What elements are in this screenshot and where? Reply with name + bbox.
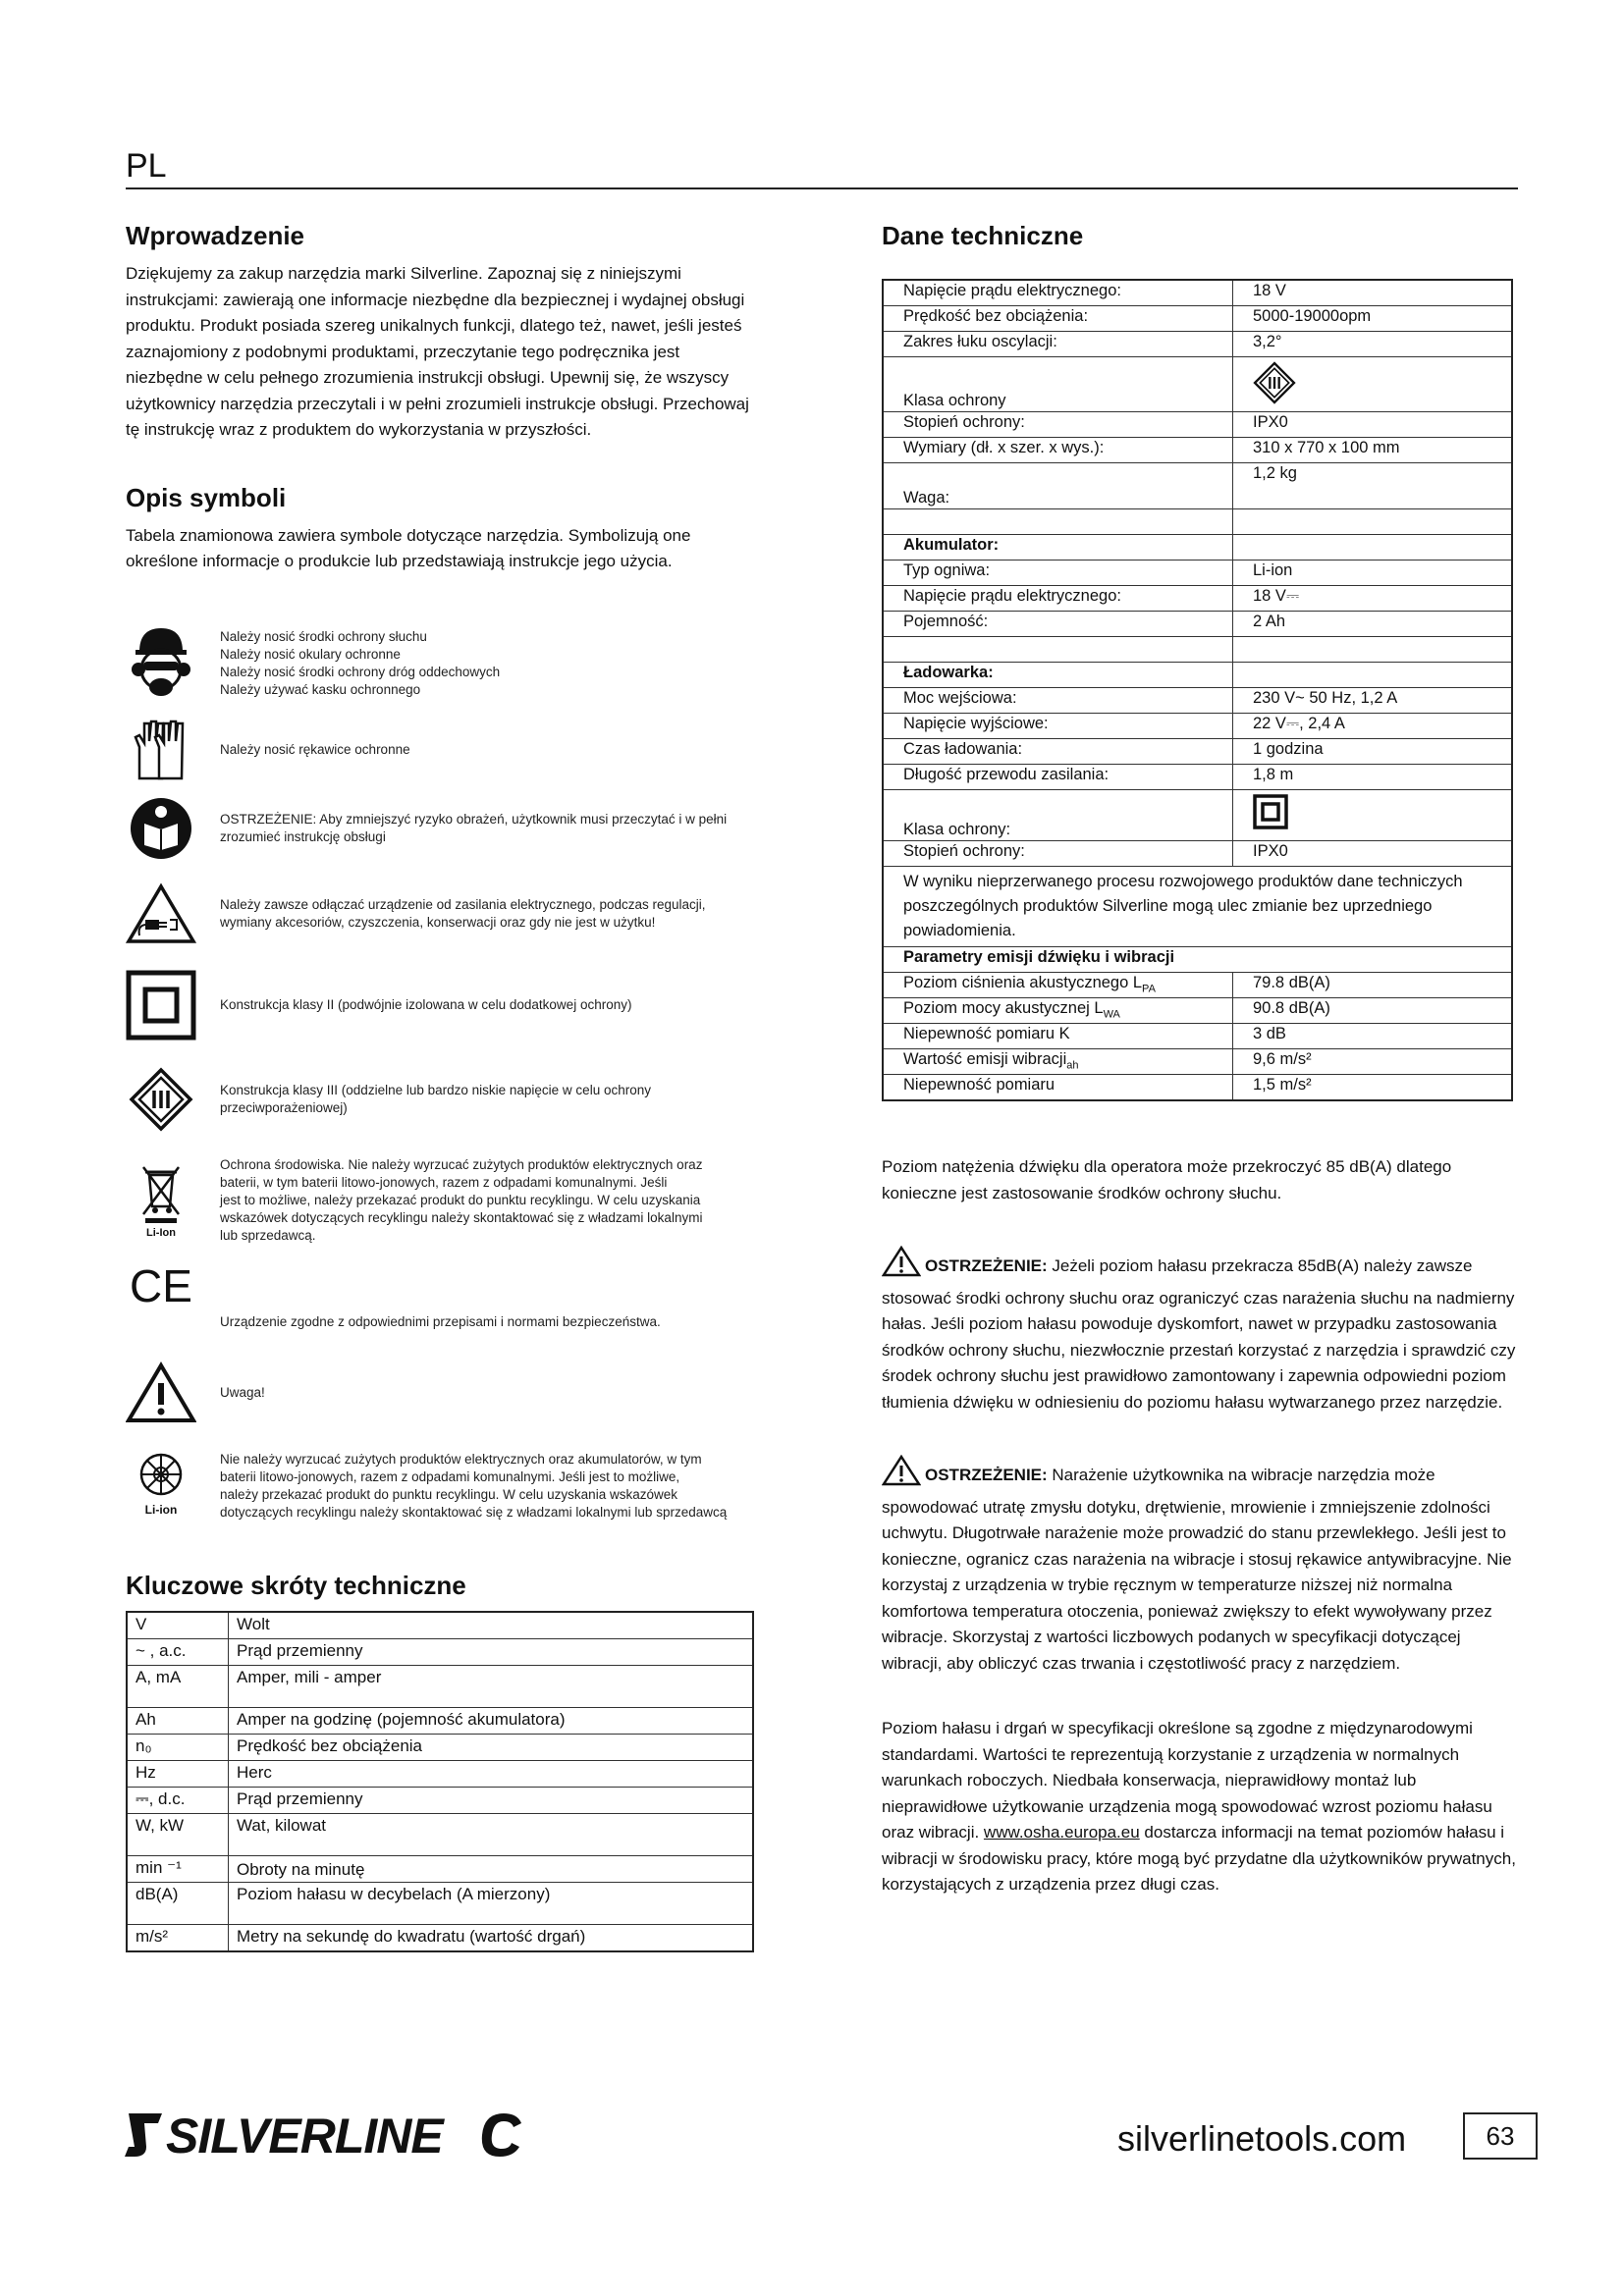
- emission-title-row: [883, 947, 1512, 973]
- symbol-text-line: lub sprzedawcą.: [220, 1227, 316, 1243]
- symbol-item: [126, 1349, 754, 1437]
- abbr-row: [127, 1612, 753, 1639]
- emission-label-text: Poziom ciśnienia akustycznego L: [903, 974, 1143, 991]
- spec-value: IPX0: [1233, 412, 1513, 438]
- emission-value: 79.8 dB(A): [1233, 973, 1513, 998]
- spec-label: Ładowarka:: [883, 663, 1233, 688]
- emission-label-text: Poziom mocy akustycznej L: [903, 999, 1104, 1017]
- class-ii-icon: [1253, 794, 1288, 829]
- battery-recycle-icon: [126, 1451, 196, 1522]
- spec-value: 2 Ah: [1233, 612, 1513, 637]
- warning-text: Narażenie użytkownika na wibracje narzędzia może spowodować utratę zmysłu dotyku, drętwienie, mrowienie i zmniejszenie zdolności uchwytu. Długotrwałe narażenie może prowadzić do stanu przewlekłego. Jeśli jest to konieczne, ogranicz czas narażenia na wibracje i stosuj rękawice antywibracyjne. Nie korzystaj z urządzenia w trybie ręcznym w temperaturze niższej niż normalna komfortowa temperatura otoczenia, ponieważ zwiększy to efekt wywoływany przez wibracje. Skorzystaj z wartości liczbowych podanych w specyfikacji dotyczącej wibracji, aby obliczyć czas trwania i częstotliwość pracy z narzędziem.: [882, 1466, 1512, 1673]
- symbols-text: Tabela znamionowa zawiera symbole dotyczące narzędzia. Symbolizują one określone informacje o produkcie lub przedstawiają instrukcje jego użycia.: [126, 525, 691, 570]
- symbol-text-line: Ochrona środowiska. Nie należy wyrzucać zużytych produktów elektrycznych oraz: [220, 1156, 703, 1172]
- warning-triangle-icon: [126, 1362, 196, 1424]
- spec-value: [1233, 357, 1513, 412]
- silverline-logo: [123, 2104, 535, 2171]
- spec-row: [883, 790, 1512, 841]
- symbol-item: [126, 870, 754, 958]
- intro-title: Wprowadzenie: [126, 221, 305, 250]
- abbr-meaning: Wolt: [229, 1612, 754, 1639]
- abbr-symbol: m/s²: [127, 1924, 229, 1951]
- spec-label: Napięcie prądu elektrycznego:: [883, 280, 1233, 306]
- emission-subscript: PA: [1142, 983, 1156, 995]
- emission-subscript: WA: [1103, 1008, 1120, 1021]
- spec-label: Klasa ochrony: [883, 357, 1233, 412]
- abbr-meaning: Metry na sekundę do kwadratu (wartość drgań): [229, 1924, 754, 1951]
- liion-label: Li-ion: [144, 1502, 178, 1517]
- unplug-warning-icon: [126, 882, 196, 945]
- symbol-text-line: Urządzenie zgodne z odpowiednimi przepisami i normami bezpieczeństwa.: [220, 1313, 661, 1329]
- abbr-meaning: Amper, mili - amper: [229, 1665, 754, 1707]
- symbol-item: [126, 1255, 754, 1349]
- spec-value: [1233, 509, 1513, 535]
- abbr-meaning: Poziom hałasu w decybelach (A mierzony): [229, 1882, 754, 1924]
- spec-label: Prędkość bez obciążenia:: [883, 306, 1233, 332]
- symbol-text-line: jest to możliwe, należy przekazać produkt do punktu recyklingu. W celu uzyskania: [220, 1192, 701, 1207]
- symbol-item: [126, 713, 754, 787]
- abbr-row: [127, 1665, 753, 1707]
- spec-notice-row: [883, 867, 1512, 947]
- spec-value: 18 V⎓: [1233, 586, 1513, 612]
- abbr-symbol: Hz: [127, 1760, 229, 1787]
- symbol-item: [126, 787, 754, 870]
- symbol-text-line: baterii, w tym baterii litowo-jonowych, razem z odpadami komunalnymi. Jeśli: [220, 1174, 668, 1190]
- emission-label: [883, 973, 1233, 998]
- abbr-symbol: n₀: [127, 1734, 229, 1760]
- abbreviations-title: Kluczowe skróty techniczne: [126, 1570, 466, 1600]
- spec-label: Zakres łuku oscylacji:: [883, 332, 1233, 357]
- tech-title: Dane techniczne: [882, 221, 1084, 250]
- spec-value: 230 V~ 50 Hz, 1,2 A: [1233, 688, 1513, 714]
- spec-value: Li-ion: [1233, 561, 1513, 586]
- abbr-row: [127, 1734, 753, 1760]
- spec-value: 1,8 m: [1233, 765, 1513, 790]
- spec-row: [883, 412, 1512, 438]
- abbr-row: [127, 1638, 753, 1665]
- abbr-symbol: ~ , a.c.: [127, 1638, 229, 1665]
- symbol-item: [126, 958, 754, 1052]
- symbol-text-line: należy przekazać produkt do punktu recyklingu. W celu uzyskania wskazówek: [220, 1486, 677, 1502]
- abbr-meaning: Amper na godzinę (pojemność akumulatora): [229, 1707, 754, 1734]
- brand-wordmark: SILVERLINE: [166, 2109, 443, 2163]
- symbols-title: Opis symboli: [126, 482, 287, 512]
- spec-label: Długość przewodu zasilania:: [883, 765, 1233, 790]
- spec-label: Klasa ochrony:: [883, 790, 1233, 841]
- abbr-meaning: Prąd przemienny: [229, 1787, 754, 1813]
- abbr-row: [127, 1707, 753, 1734]
- left-column: [126, 221, 754, 1952]
- emission-value: 90.8 dB(A): [1233, 998, 1513, 1024]
- right-column: [882, 221, 1520, 1898]
- spec-value: [1233, 790, 1513, 841]
- spec-row: [883, 714, 1512, 739]
- abbr-symbol: Ah: [127, 1707, 229, 1734]
- header-rule: [126, 187, 1518, 189]
- spec-row: [883, 357, 1512, 412]
- symbol-text-line: Należy nosić środki ochrony słuchu: [220, 628, 427, 644]
- spec-row: [883, 438, 1512, 463]
- abbr-row: [127, 1760, 753, 1787]
- emission-label: [883, 1049, 1233, 1075]
- emission-row: [883, 1049, 1512, 1075]
- emission-label-text: Niepewność pomiaru: [903, 1076, 1056, 1094]
- spec-row: [883, 739, 1512, 765]
- emission-label-text: Niepewność pomiaru K: [903, 1025, 1070, 1042]
- spec-row: [883, 586, 1512, 612]
- warning-triangle-icon: [882, 1455, 921, 1495]
- symbol-item: [126, 1147, 754, 1255]
- class-ii-icon: [126, 970, 196, 1041]
- spec-value: 18 V: [1233, 280, 1513, 306]
- abbr-meaning: Prędkość bez obciążenia: [229, 1734, 754, 1760]
- emission-row: [883, 1024, 1512, 1049]
- symbol-text-line: wymiany akcesoriów, czyszczenia, konserwacji oraz gdy nie jest w użytku!: [220, 914, 656, 930]
- spec-label: [883, 509, 1233, 535]
- abbr-meaning: Wat, kilowat: [229, 1813, 754, 1855]
- abbr-row: [127, 1787, 753, 1813]
- symbol-list: [126, 614, 754, 1535]
- spec-value: IPX0: [1233, 841, 1513, 867]
- ppe-icon: [126, 622, 196, 705]
- symbol-item: [126, 614, 754, 713]
- emission-label: [883, 1075, 1233, 1101]
- symbol-text-line: baterii litowo-jonowych, razem z odpadami komunalnymi. Jeśli jest to możliwe,: [220, 1468, 680, 1484]
- spec-row: [883, 637, 1512, 663]
- abbr-symbol: dB(A): [127, 1882, 229, 1924]
- symbol-text-line: Nie należy wyrzucać zużytych produktów elektrycznych oraz akumulatorów, w tym: [220, 1451, 702, 1467]
- ce-label: CE: [130, 1259, 192, 1308]
- spec-label: Napięcie prądu elektrycznego:: [883, 586, 1233, 612]
- warning-text: Jeżeli poziom hałasu przekracza 85dB(A) należy zawsze stosować środki ochrony słuchu oraz ograniczyć czas narażenia słuchu na nadmierny hałas. Jeśli poziom hałasu powoduje dyskomfort, nawet w przypadku zastosowania środków ochrony słuchu, niezwłocznie przestań korzystać z narzędzia i sprawdzić czy środek ochrony słuchu jest prawidłowo zamontowany i zapewnia odpowiedni poziom tłumienia dźwięku w odniesieniu do poziomu hałasu wytwarzanego przez narzędzie.: [882, 1256, 1516, 1412]
- spec-label: Pojemność:: [883, 612, 1233, 637]
- spec-row: [883, 306, 1512, 332]
- spec-value: 5000-19000opm: [1233, 306, 1513, 332]
- spec-value: [1233, 637, 1513, 663]
- symbol-text-line: Należy używać kasku ochronnego: [220, 681, 421, 697]
- vibration-warning: [882, 1455, 1520, 1677]
- page-number: 63: [1463, 2112, 1538, 2160]
- standards-text: dostarcza informacji na temat poziomów hałasu i wibracji w środowisku pracy, które mogą być przydatne dla użytkowników prywatnych, korzystających z urządzenia przez długi czas.: [882, 1823, 1516, 1894]
- spec-label: Napięcie wyjściowe:: [883, 714, 1233, 739]
- gloves-icon: [126, 718, 196, 782]
- emission-label: [883, 998, 1233, 1024]
- emission-label-text: Wartość emisji wibracji: [903, 1050, 1067, 1068]
- symbol-text-line: Konstrukcja klasy III (oddzielne lub bardzo niskie napięcie w celu ochrony: [220, 1082, 651, 1097]
- spec-row: [883, 509, 1512, 535]
- spec-row: [883, 463, 1512, 509]
- abbr-symbol: ⎓, d.c.: [127, 1787, 229, 1813]
- symbol-text-line: dotyczących recyklingu należy skontaktować się z władzami lokalnymi lub sprzedawcą: [220, 1504, 728, 1520]
- emission-value: 1,5 m/s²: [1233, 1075, 1513, 1101]
- spec-table: [882, 279, 1513, 1101]
- standards-paragraph: [882, 1716, 1520, 1898]
- abbr-row: [127, 1882, 753, 1924]
- symbol-text-line: Konstrukcja klasy II (podwójnie izolowana w celu dodatkowej ochrony): [220, 996, 632, 1012]
- emission-label: [883, 1024, 1233, 1049]
- spec-row: [883, 280, 1512, 306]
- spec-row: [883, 332, 1512, 357]
- abbreviations-table: [126, 1611, 754, 1952]
- abbr-row: [127, 1813, 753, 1855]
- spec-value: 310 x 770 x 100 mm: [1233, 438, 1513, 463]
- spec-value: 22 V⎓, 2,4 A: [1233, 714, 1513, 739]
- standards-text: Poziom hałasu i drgań w specyfikacji określone są zgodne z międzynarodowymi standardami. Wartości te reprezentują korzystanie z urządzenia w normalnych warunkach roboczych. Niedbała konserwacja, nieprawidłowy montaż lub nieprawidłowe użytkowanie urządzenia mogą spowodować wzrost poziomu hałasu oraz wibracji.: [882, 1719, 1492, 1842]
- symbol-text-line: Uwaga!: [220, 1384, 265, 1400]
- warning-triangle-icon: [882, 1246, 921, 1286]
- spec-label: Stopień ochrony:: [883, 841, 1233, 867]
- emission-value: 9,6 m/s²: [1233, 1049, 1513, 1075]
- spec-row: [883, 841, 1512, 867]
- abbr-meaning: Obroty na minutę: [229, 1855, 754, 1882]
- class-iii-icon: [1253, 361, 1296, 404]
- class-iii-icon: [126, 1067, 196, 1132]
- abbr-symbol: A, mA: [127, 1665, 229, 1707]
- liion-label: Li-Ion: [146, 1226, 176, 1239]
- symbol-text-line: Należy zawsze odłączać urządzenie od zasilania elektrycznego, podczas regulacji,: [220, 896, 706, 912]
- spec-row: [883, 535, 1512, 561]
- spec-row: [883, 561, 1512, 586]
- noise-warning: [882, 1246, 1520, 1415]
- warning-label: OSTRZEŻENIE:: [925, 1256, 1048, 1275]
- symbol-text-line: przeciwporażeniowej): [220, 1099, 348, 1115]
- weee-liion-icon: [126, 1161, 196, 1240]
- symbol-text-line: Należy nosić środki ochrony dróg oddechowych: [220, 664, 501, 679]
- abbr-symbol: min ⁻¹: [127, 1855, 229, 1882]
- emission-row: [883, 1075, 1512, 1101]
- symbol-text-line: zrozumieć instrukcję obsługi: [220, 828, 386, 844]
- spec-label: Waga:: [883, 463, 1233, 509]
- spec-label: Czas ładowania:: [883, 739, 1233, 765]
- abbr-row: [127, 1924, 753, 1951]
- spec-label: Stopień ochrony:: [883, 412, 1233, 438]
- spec-row: [883, 688, 1512, 714]
- symbol-text-line: Należy nosić okulary ochronne: [220, 646, 401, 662]
- spec-value: [1233, 535, 1513, 561]
- spec-value: 3,2°: [1233, 332, 1513, 357]
- abbr-row: [127, 1855, 753, 1882]
- symbol-text-line: wskazówek dotyczących recyklingu należy skontaktować się z władzami lokalnymi: [220, 1209, 703, 1225]
- abbr-symbol: V: [127, 1612, 229, 1639]
- symbol-item: [126, 1052, 754, 1147]
- spec-label: Moc wejściowa:: [883, 688, 1233, 714]
- emission-subscript: ah: [1066, 1059, 1079, 1072]
- intro-text: Dziękujemy za zakup narzędzia marki Silverline. Zapoznaj się z niniejszymi instrukcjami: zawierają one informacje niezbędne dla bezpiecznej i wydajnej obsługi produktu. Produkt posiada szereg unikalnych funkcji, dlatego też, nawet, jeśli jesteś zaznajomiony z podobnymi produktami, przeczytanie tego podręcznika jest niezbędne w celu pełnego zrozumienia instrukcji obsługi. Upewnij się, że wszyscy użytkownicy narzędzia przeczytali i w pełni zrozumieli instrukcje obsługi. Przechowaj tę instrukcję wraz z produktem do wykorzystania w przyszłości.: [126, 264, 749, 439]
- ce-mark-icon: [126, 1255, 196, 1308]
- language-code: PL: [126, 147, 167, 185]
- osha-link[interactable]: www.osha.europa.eu: [983, 1823, 1140, 1842]
- spec-value: [1233, 663, 1513, 688]
- website-url: silverlinetools.com: [1117, 2118, 1407, 2159]
- emission-title: Parametry emisji dźwięku i wibracji: [883, 947, 1512, 973]
- read-manual-icon: [126, 796, 196, 861]
- emission-row: [883, 998, 1512, 1024]
- emission-value: 3 dB: [1233, 1024, 1513, 1049]
- emission-row: [883, 973, 1512, 998]
- spec-value: 1,2 kg: [1233, 463, 1513, 509]
- spec-label: Akumulator:: [883, 535, 1233, 561]
- spec-label: Typ ogniwa:: [883, 561, 1233, 586]
- abbr-meaning: Herc: [229, 1760, 754, 1787]
- abbr-symbol: W, kW: [127, 1813, 229, 1855]
- spec-label: Wymiary (dł. x szer. x wys.):: [883, 438, 1233, 463]
- symbol-text-line: OSTRZEŻENIE: Aby zmniejszyć ryzyko obrażeń, użytkownik musi przeczytać i w pełni: [220, 811, 728, 827]
- abbr-meaning: Prąd przemienny: [229, 1638, 754, 1665]
- symbol-item: [126, 1437, 754, 1535]
- noise-paragraph: Poziom natężenia dźwięku dla operatora może przekroczyć 85 dB(A) dlatego konieczne jest zastosowanie środków ochrony słuchu.: [882, 1157, 1452, 1202]
- spec-label: [883, 637, 1233, 663]
- spec-notice: W wyniku nieprzerwanego procesu rozwojowego produktów dane techniczych poszczególnych produktów Silverline mogą ulec zmianie bez uprzedniego powiadomienia.: [883, 867, 1512, 947]
- symbol-text-line: Należy nosić rękawice ochronne: [220, 741, 410, 757]
- spec-row: [883, 765, 1512, 790]
- warning-label: OSTRZEŻENIE:: [925, 1466, 1048, 1484]
- spec-value: 1 godzina: [1233, 739, 1513, 765]
- spec-row: [883, 663, 1512, 688]
- spec-row: [883, 612, 1512, 637]
